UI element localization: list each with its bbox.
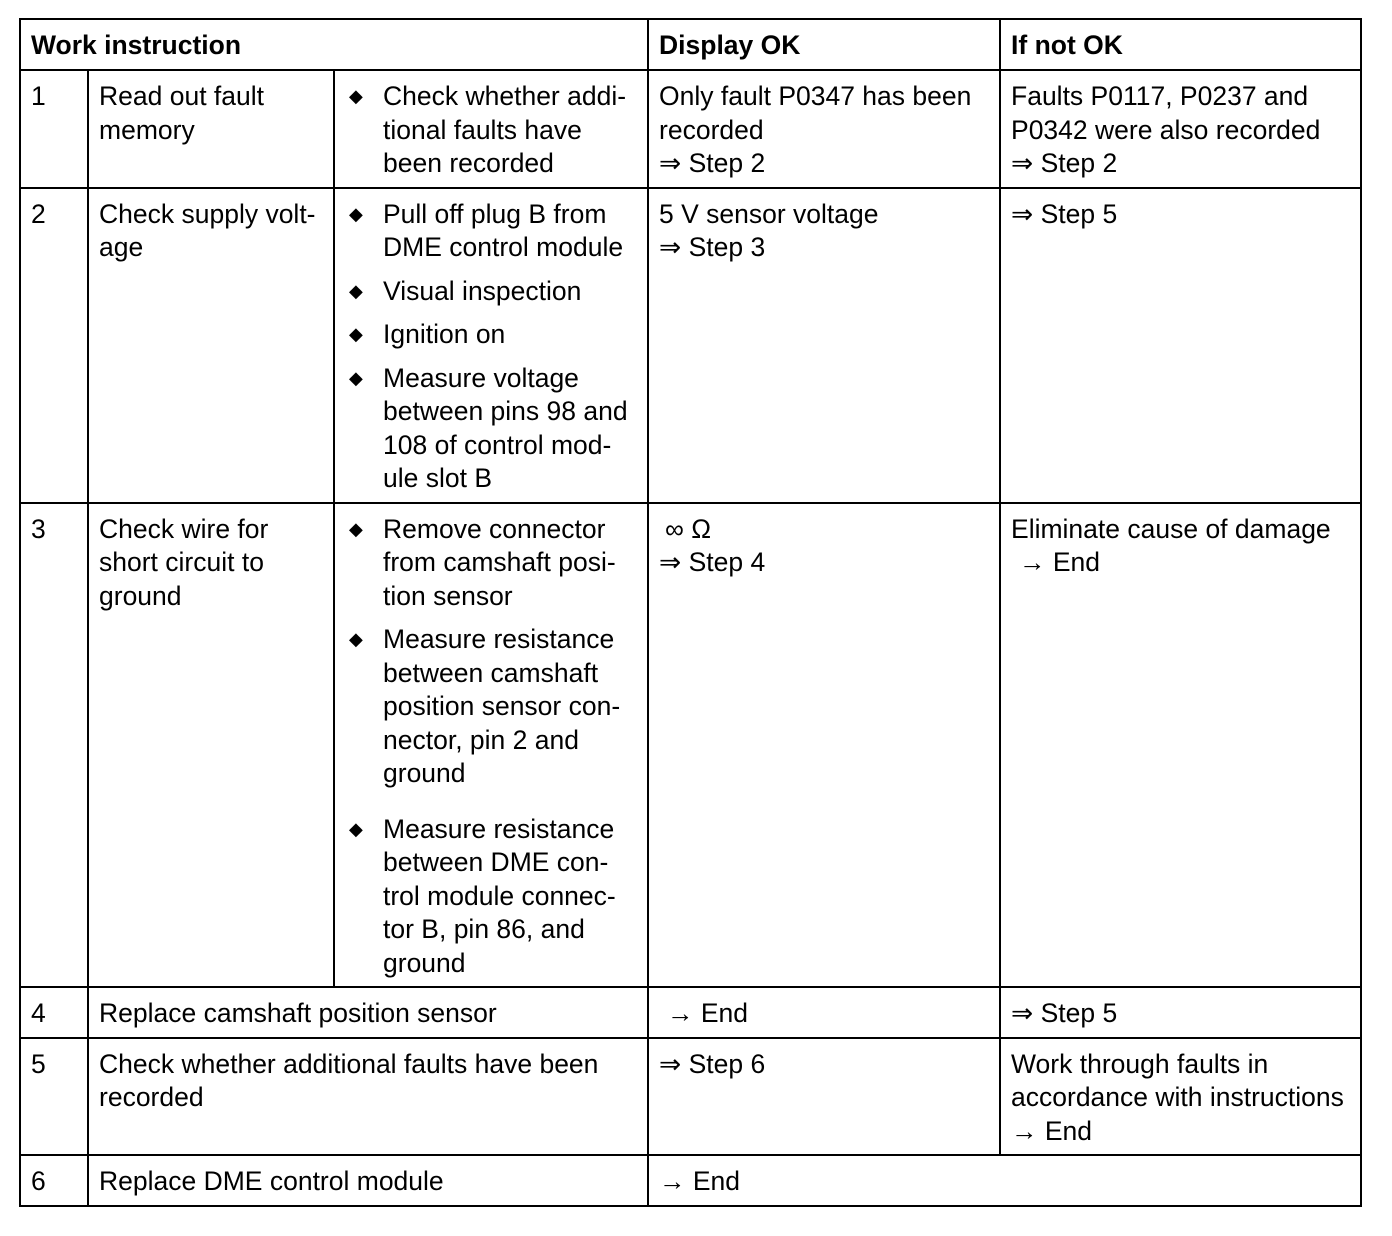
ok-result-text: Only fault P0347 has been recorded xyxy=(659,81,972,145)
diamond-bullet-icon: ◆ xyxy=(349,367,363,388)
actions-cell xyxy=(334,503,648,988)
task-cell: Replace DME control module xyxy=(88,1155,648,1206)
ok-next-step: → End xyxy=(667,998,749,1028)
table-row xyxy=(20,1038,1361,1156)
table-row xyxy=(20,1155,1361,1206)
task-cell: Check supply volt-age xyxy=(88,188,334,503)
action-item: ◆ Ignition on xyxy=(345,318,637,352)
step-number: 3 xyxy=(20,503,88,988)
diamond-bullet-icon: ◆ xyxy=(349,203,363,224)
ok-next-step: ⇒ Step 3 xyxy=(659,232,766,262)
task-cell: Check whether additional faults have been recorded xyxy=(88,1038,648,1156)
not-ok-next-step: ⇒ Step 2 xyxy=(1011,148,1118,178)
action-item: ◆ Measure voltage between pins 98 and 108 of control mod-ule slot B xyxy=(349,362,628,493)
action-item: ◆ Measure resistance between camshaft position sensor con-nector, pin 2 and ground xyxy=(349,624,621,788)
not-ok-next-step: → End xyxy=(1019,547,1101,577)
not-ok-cell xyxy=(1000,1038,1361,1156)
table-row xyxy=(20,987,1361,1038)
header-work-instruction: Work instruction xyxy=(20,19,648,70)
not-ok-result-text: Faults P0117, P0237 and P0342 were also recorded xyxy=(1011,81,1321,145)
action-item: ◆ Check whether addi-tional faults have been recorded xyxy=(349,81,627,178)
display-ok-cell xyxy=(648,1155,1361,1206)
action-item: ◆ Visual inspection xyxy=(345,275,637,309)
diamond-bullet-icon: ◆ xyxy=(349,629,363,649)
action-item: ◆ Measure resistance between DME con-trol module connec-tor B, pin 86, and ground xyxy=(349,813,616,978)
step-number: 4 xyxy=(20,987,88,1038)
table-row xyxy=(20,188,1361,503)
not-ok-next-step: ⇒ Step 5 xyxy=(1011,998,1118,1028)
header-row xyxy=(20,19,1361,70)
not-ok-cell xyxy=(1000,188,1361,503)
header-display-ok: Display OK xyxy=(648,19,1000,70)
ok-next-step: ⇒ Step 2 xyxy=(659,148,766,178)
task-cell: Check wire for short circuit to ground xyxy=(88,503,334,988)
display-ok-cell xyxy=(648,70,1000,188)
display-ok-cell xyxy=(648,188,1000,503)
actions-cell xyxy=(334,70,648,188)
step-number: 2 xyxy=(20,188,88,503)
not-ok-next-step: ⇒ Step 5 xyxy=(1011,198,1118,229)
action-item: ◆ Remove connector from camshaft posi-tion sensor xyxy=(349,513,616,611)
step-number: 5 xyxy=(20,1038,88,1156)
not-ok-cell xyxy=(1000,987,1361,1038)
display-ok-cell xyxy=(648,503,1000,988)
work-instruction-table xyxy=(19,18,1362,1207)
not-ok-result-text: Work through faults in accordance with instructions xyxy=(1011,1048,1344,1112)
diamond-bullet-icon: ◆ xyxy=(349,324,363,344)
diamond-bullet-icon: ◆ xyxy=(349,86,363,106)
ok-next-step: → End xyxy=(659,1166,741,1196)
ok-result-text: ∞ Ω xyxy=(665,513,712,544)
step-number: 6 xyxy=(20,1155,88,1206)
ok-next-step: ⇒ Step 6 xyxy=(659,1048,766,1079)
ok-next-step: ⇒ Step 4 xyxy=(659,547,766,577)
diamond-bullet-icon: ◆ xyxy=(349,280,363,301)
table-row xyxy=(20,503,1361,988)
display-ok-cell xyxy=(648,987,1000,1038)
action-item: ◆ Pull off plug B from DME control module xyxy=(349,198,624,262)
not-ok-cell xyxy=(1000,503,1361,988)
table-row xyxy=(20,70,1361,188)
diamond-bullet-icon: ◆ xyxy=(349,818,363,839)
ok-result-text: 5 V sensor voltage xyxy=(659,198,879,229)
task-cell: Read out fault memory xyxy=(88,70,334,188)
header-if-not-ok: If not OK xyxy=(1000,19,1361,70)
task-cell: Replace camshaft position sensor xyxy=(88,987,648,1038)
not-ok-next-step: → End xyxy=(1011,1115,1093,1146)
diamond-bullet-icon: ◆ xyxy=(349,518,363,539)
not-ok-result-text: Eliminate cause of damage xyxy=(1011,513,1331,544)
not-ok-cell xyxy=(1000,70,1361,188)
display-ok-cell xyxy=(648,1038,1000,1156)
actions-cell xyxy=(334,188,648,503)
step-number: 1 xyxy=(20,70,88,188)
